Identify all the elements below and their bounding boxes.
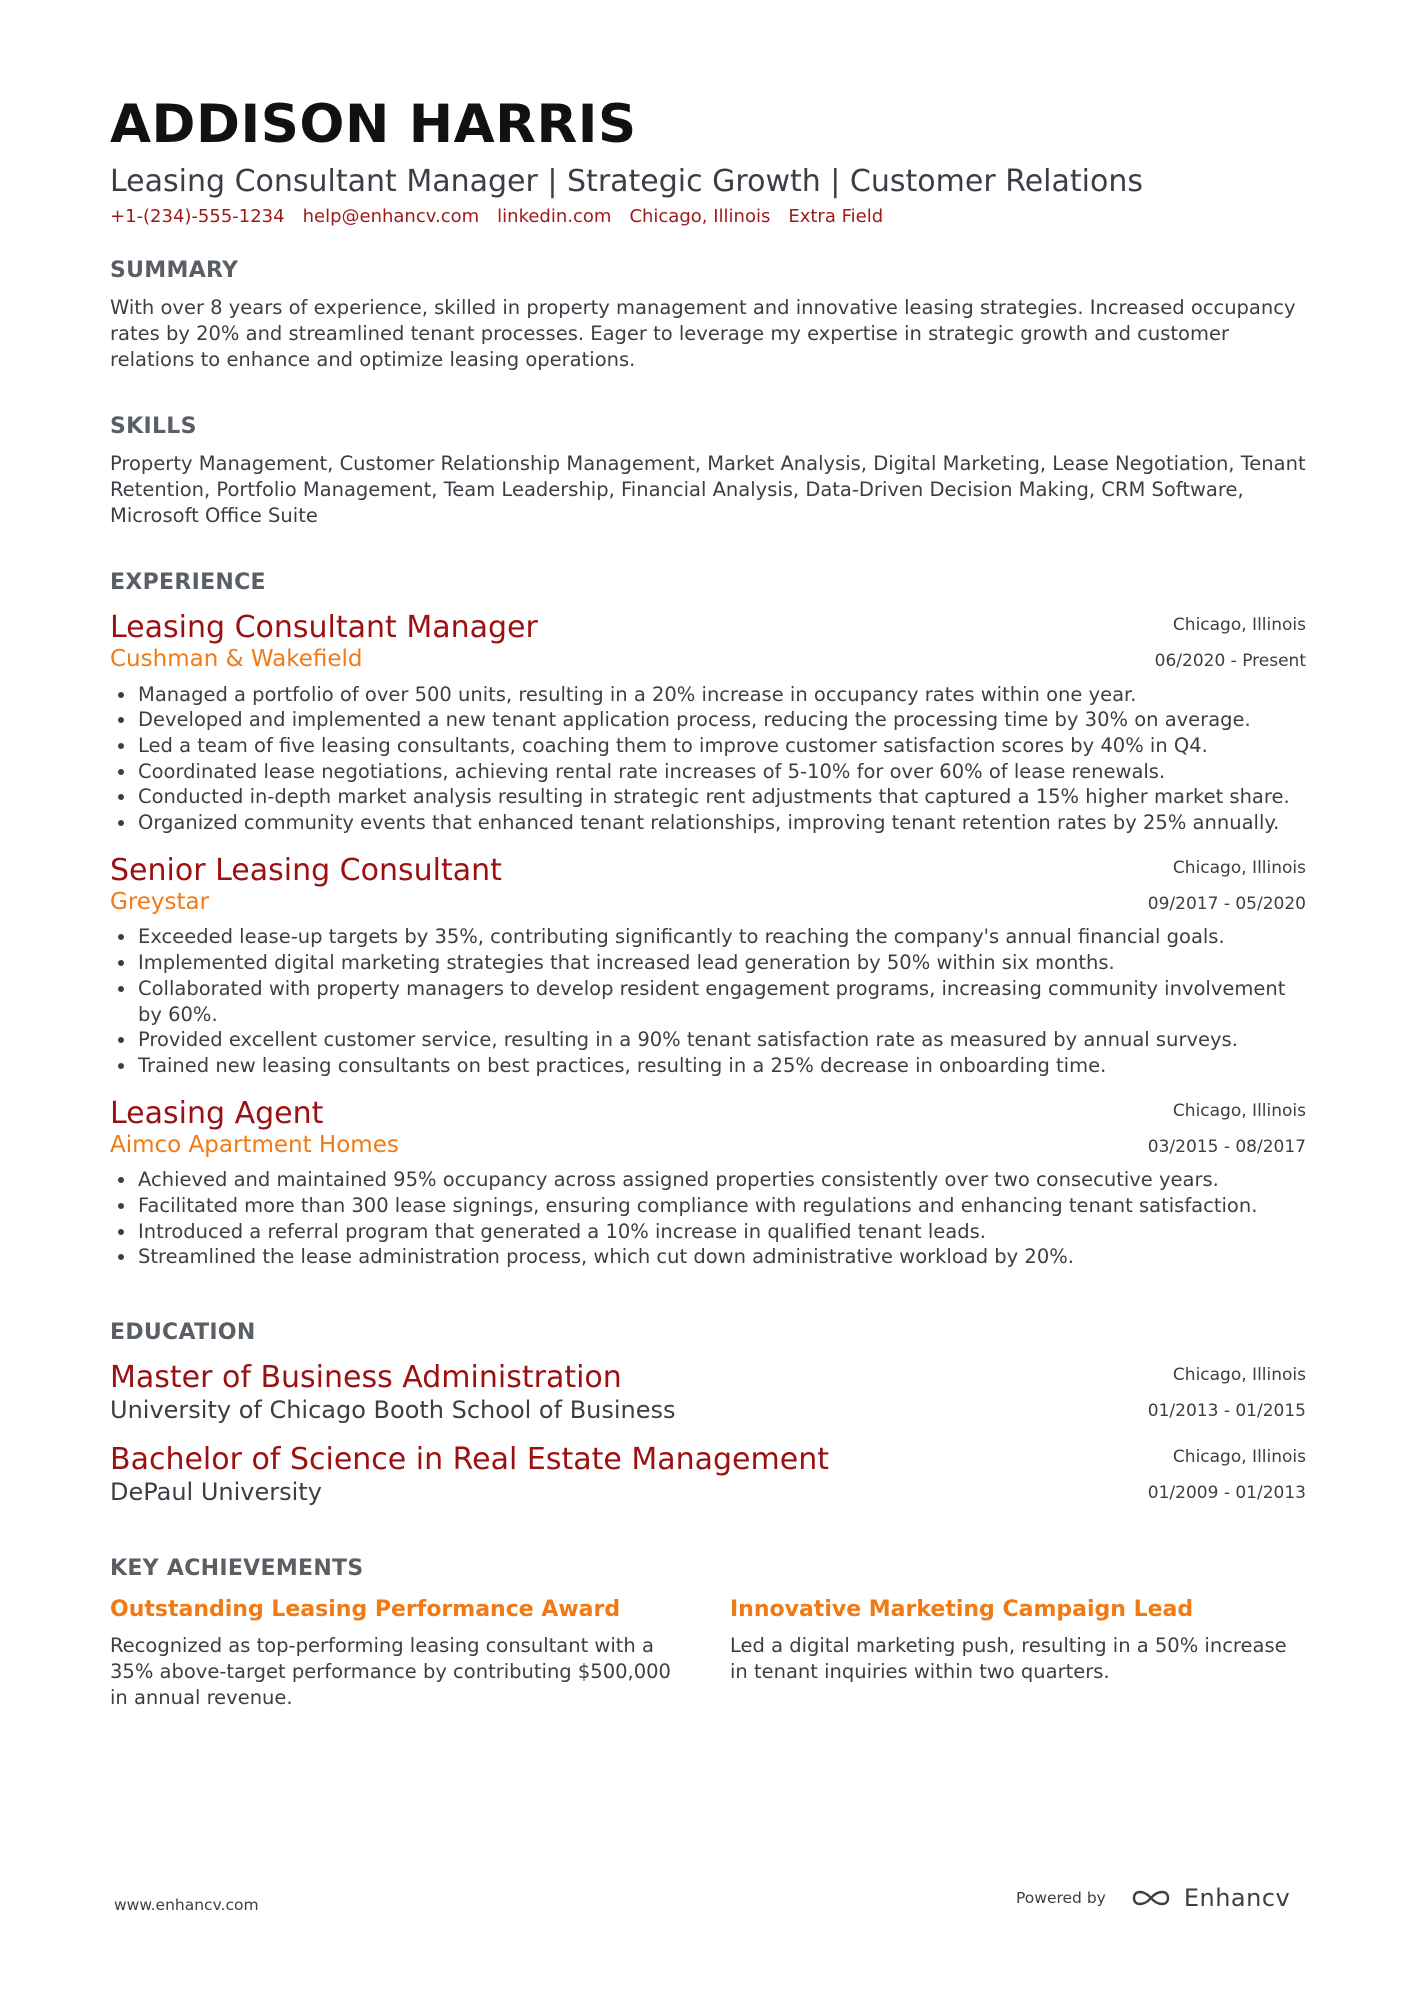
contact-linkedin[interactable]: linkedin.com <box>497 206 612 227</box>
list-item: Provided excellent customer service, resulting in a 90% tenant satisfaction rate as measured by annual surveys. <box>110 1027 1306 1053</box>
list-item: Exceeded lease-up targets by 35%, contributing significantly to reaching the company's annual financial goals. <box>110 924 1306 950</box>
contact-location: Chicago, Illinois <box>629 206 771 227</box>
list-item: Introduced a referral program that generated a 10% increase in qualified tenant leads. <box>110 1219 1306 1245</box>
list-item: Streamlined the lease administration process, which cut down administrative workload by 20%. <box>110 1244 1306 1270</box>
education-meta <box>1148 1439 1306 1511</box>
summary-section <box>110 258 1306 373</box>
contact-email[interactable]: help@enhancv.com <box>302 206 480 227</box>
list-item: Collaborated with property managers to develop resident engagement programs, increasing community involvement by 60%. <box>110 976 1306 1027</box>
candidate-name: ADDISON HARRIS <box>110 94 637 155</box>
school-name: University of Chicago Booth School of Business <box>110 1396 676 1424</box>
summary-text: With over 8 years of experience, skilled in property management and innovative leasing strategies. Increased occupancy rates by 20% and streamlined tenant processes. Eager to leverage my expertise in strategic growth and customer relations to enhance and optimize leasing operations. <box>110 296 1296 371</box>
education-dates: 01/2009 - 01/2013 <box>1147 1482 1306 1503</box>
school-name: DePaul University <box>110 1477 322 1506</box>
experience-meta <box>1148 1093 1306 1165</box>
experience-dates: 03/2015 - 08/2017 <box>1147 1136 1306 1157</box>
education-location: Chicago, Illinois <box>1172 1446 1306 1467</box>
experience-location: Chicago, Illinois <box>1172 615 1306 635</box>
achievement-description: Recognized as top-performing leasing consultant with a 35% above-target performance by contributing $500,000 in annual revenue. <box>110 1634 671 1710</box>
section-title-summary: SUMMARY <box>110 258 239 283</box>
experience-bullets <box>110 1167 1306 1270</box>
education-entry <box>110 1361 1306 1425</box>
contact-phone[interactable]: +1-(234)-555-1234 <box>110 206 285 227</box>
achievement-item <box>730 1597 1305 1711</box>
list-item: Achieved and maintained 95% occupancy across assigned properties consistently over two consecutive years. <box>110 1167 1306 1193</box>
degree-title: Master of Business Administration <box>110 1360 622 1395</box>
brand-name: Enhancv <box>1183 1884 1291 1912</box>
candidate-headline: Leasing Consultant Manager | Strategic Growth | Customer Relations <box>110 164 1143 199</box>
footer-branding <box>1016 1884 1290 1912</box>
education-dates: 01/2013 - 01/2015 <box>1147 1401 1306 1421</box>
list-item: Organized community events that enhanced tenant relationships, improving tenant retention rates by 25% annually. <box>110 810 1306 836</box>
section-title-achievements: KEY ACHIEVEMENTS <box>110 1556 364 1581</box>
enhancv-logo-icon <box>1128 1885 1174 1911</box>
footer-website[interactable]: www.enhancv.com <box>114 1896 259 1914</box>
section-title-education: EDUCATION <box>110 1320 256 1345</box>
list-item: Implemented digital marketing strategies that increased lead generation by 50% within six months. <box>110 950 1306 976</box>
skills-text: Property Management, Customer Relationship Management, Market Analysis, Digital Marketing, Lease Negotiation, Tenant Retention, Portfolio Management, Team Leadership, Financial Analysis, Data-Driven Decision Making, CRM Software, Microsoft Office Suite <box>110 452 1306 527</box>
list-item: Managed a portfolio of over 500 units, resulting in a 20% increase in occupancy rates within one year. <box>110 682 1306 708</box>
achievement-item <box>110 1597 685 1711</box>
experience-meta <box>1155 607 1306 679</box>
experience-meta <box>1148 850 1306 922</box>
experience-bullets <box>110 924 1306 1078</box>
job-title: Leasing Consultant Manager <box>110 610 538 645</box>
education-entry <box>110 1443 1306 1507</box>
achievements-grid <box>110 1597 1306 1711</box>
list-item: Coordinated lease negotiations, achieving rental rate increases of 5-10% for over 60% of lease renewals. <box>110 759 1306 785</box>
skills-section <box>110 414 1306 529</box>
experience-entry <box>110 611 1306 836</box>
powered-by-label: Powered by <box>1016 1889 1106 1907</box>
list-item: Trained new leasing consultants on best practices, resulting in a 25% decrease in onboarding time. <box>110 1053 1306 1079</box>
company-name: Cushman & Wakefield <box>110 646 363 672</box>
achievement-title: Innovative Marketing Campaign Lead <box>730 1597 1194 1622</box>
job-title: Senior Leasing Consultant <box>110 852 502 888</box>
list-item: Facilitated more than 300 lease signings, ensuring compliance with regulations and enhancing tenant satisfaction. <box>110 1193 1306 1219</box>
experience-entry <box>110 1097 1306 1270</box>
list-item: Conducted in-depth market analysis resulting in strategic rent adjustments that captured a 15% higher market share. <box>110 784 1306 810</box>
achievement-description: Led a digital marketing push, resulting in a 50% increase in tenant inquiries within two quarters. <box>730 1634 1287 1684</box>
experience-bullets <box>110 682 1306 836</box>
company-name: Greystar <box>110 888 210 915</box>
experience-entry <box>110 854 1306 1079</box>
section-title-experience: EXPERIENCE <box>110 570 266 595</box>
education-location: Chicago, Illinois <box>1172 1365 1306 1385</box>
experience-location: Chicago, Illinois <box>1172 857 1306 878</box>
degree-title: Bachelor of Science in Real Estate Management <box>110 1441 829 1477</box>
experience-dates: 06/2020 - Present <box>1154 651 1306 671</box>
list-item: Developed and implemented a new tenant application process, reducing the processing time by 30% on average. <box>110 707 1306 733</box>
achievements-section <box>110 1556 1306 1711</box>
section-title-skills: SKILLS <box>110 414 197 439</box>
resume-page <box>110 94 1306 1710</box>
education-section <box>110 1320 1306 1507</box>
job-title: Leasing Agent <box>110 1095 324 1131</box>
experience-dates: 09/2017 - 05/2020 <box>1147 893 1306 914</box>
experience-location: Chicago, Illinois <box>1172 1100 1306 1121</box>
list-item: Led a team of five leasing consultants, coaching them to improve customer satisfaction scores by 40% in Q4. <box>110 733 1306 759</box>
contact-extra-field: Extra Field <box>788 206 884 227</box>
experience-section <box>110 570 1306 1270</box>
contact-list <box>110 206 1306 227</box>
brand-link[interactable] <box>1128 1884 1290 1912</box>
education-meta <box>1148 1357 1306 1429</box>
achievement-title: Outstanding Leasing Performance Award <box>110 1597 621 1622</box>
company-name: Aimco Apartment Homes <box>110 1131 399 1158</box>
